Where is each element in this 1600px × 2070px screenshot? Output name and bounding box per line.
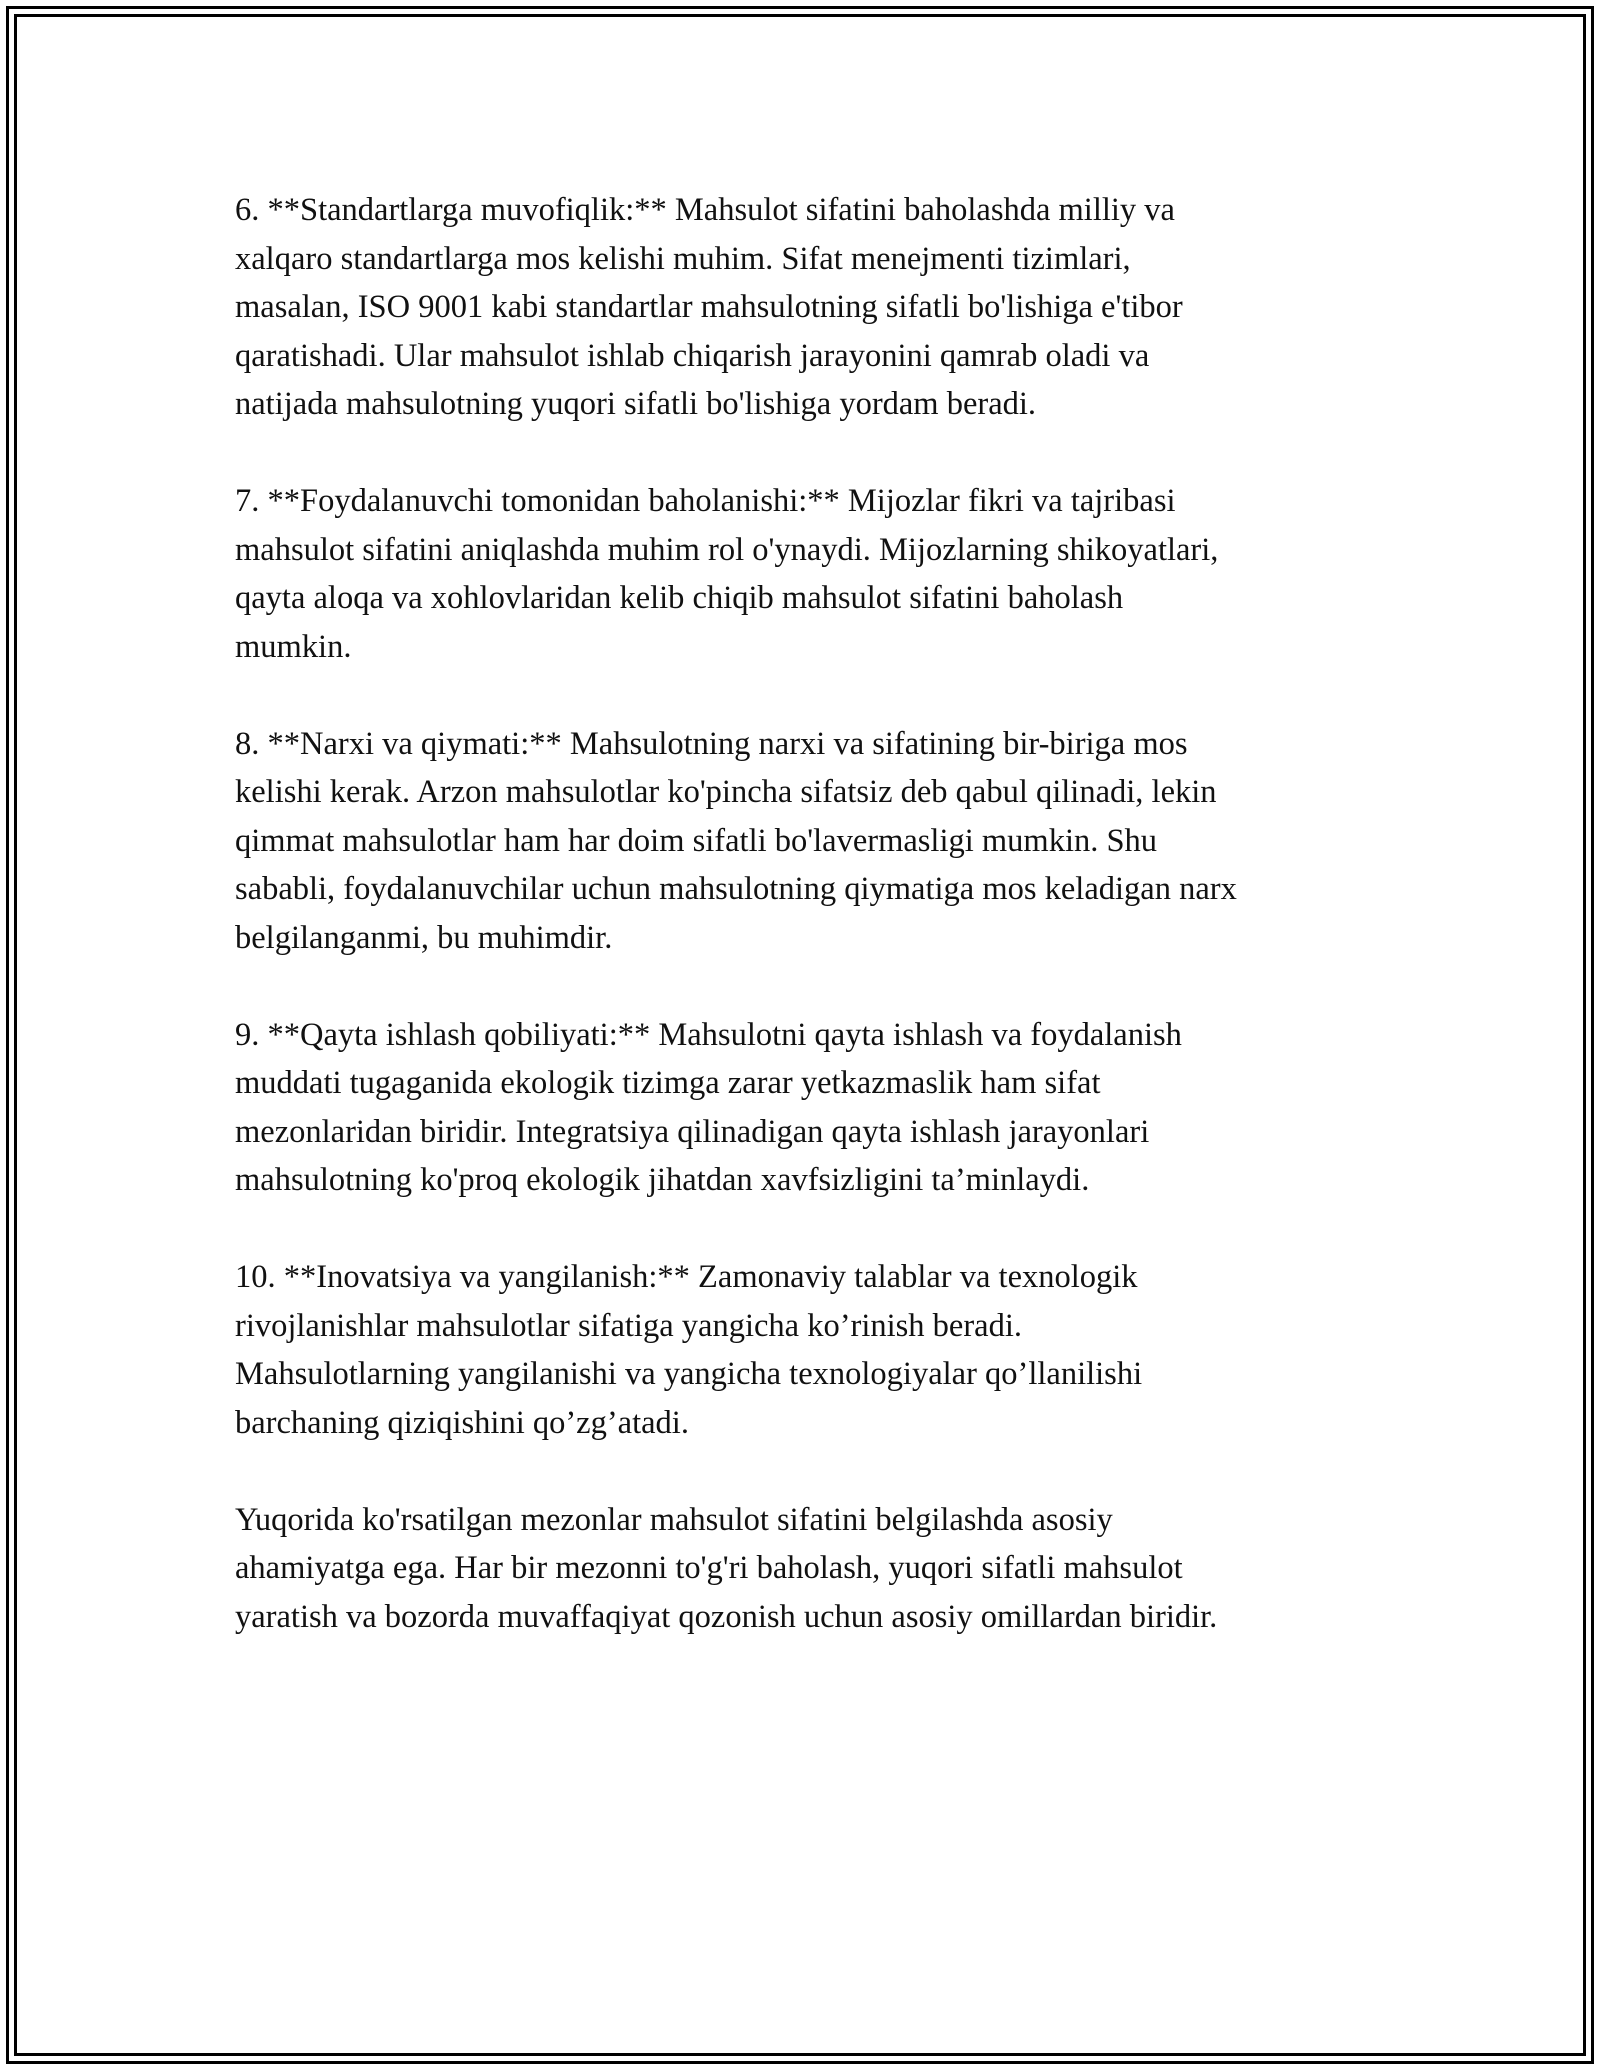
- text-line: natijada mahsulotning yuqori sifatli bo'lishiga yordam beradi.: [235, 386, 1037, 422]
- text-line: qimmat mahsulotlar ham har doim sifatli bo'lavermasligi mumkin. Shu: [235, 822, 1158, 859]
- text-line: masalan, ISO 9001 kabi standartlar mahsulotning sifatli bo'lishiga e'tibor: [235, 289, 1183, 325]
- text-line: kelishi kerak. Arzon mahsulotlar ko'pincha sifatsiz deb qabul qilinadi, lekin: [235, 774, 1217, 810]
- text-line: mahsulot sifatini aniqlashda muhim rol o'ynaydi. Mijozlarning shikoyatlari,: [235, 531, 1219, 568]
- text-line: sababli, foydalanuvchilar uchun mahsulotning qiymatiga mos keladigan narx: [235, 871, 1237, 907]
- text-line: mahsulotning ko'proq ekologik jihatdan xavfsizligini ta’minlaydi.: [235, 1162, 1090, 1198]
- text-line: 6. **Standartlarga muvofiqlik:** Mahsulot sifatini baholashda milliy va: [235, 192, 1175, 228]
- paragraph-recyclability: [235, 1011, 1395, 1205]
- text-line: belgilanganmi, bu muhimdir.: [235, 919, 613, 956]
- text-line: 7. **Foydalanuvchi tomonidan baholanishi:** Mijozlar fikri va tajribasi: [235, 483, 1176, 519]
- text-line: Yuqorida ko'rsatilgan mezonlar mahsulot sifatini belgilashda asosiy: [235, 1501, 1113, 1538]
- text-line: 9. **Qayta ishlash qobiliyati:** Mahsulotni qayta ishlash va foydalanish: [235, 1016, 1182, 1053]
- paragraph-user-evaluation: [235, 477, 1395, 671]
- text-line: ahamiyatga ega. Har bir mezonni to'g'ri baholash, yuqori sifatli mahsulot: [235, 1550, 1183, 1586]
- paragraph-price-value: [235, 720, 1395, 963]
- text-line: xalqaro standartlarga mos kelishi muhim. Sifat menejmenti tizimlari,: [235, 240, 1131, 277]
- document-body: [235, 186, 1395, 1690]
- text-line: Mahsulotlarning yangilanishi va yangicha texnologiyalar qo’llanilishi: [235, 1356, 1143, 1392]
- paragraph-innovation: [235, 1253, 1395, 1447]
- text-line: muddati tugaganida ekologik tizimga zarar yetkazmaslik ham sifat: [235, 1065, 1101, 1101]
- paragraph-conclusion: [235, 1496, 1395, 1642]
- text-line: yaratish va bozorda muvaffaqiyat qozonish uchun asosiy omillardan biridir.: [235, 1598, 1218, 1635]
- text-line: 10. **Inovatsiya va yangilanish:** Zamonaviy talablar va texnologik: [235, 1259, 1138, 1295]
- text-line: 8. **Narxi va qiymati:** Mahsulotning narxi va sifatining bir-biriga mos: [235, 725, 1188, 762]
- text-line: rivojlanishlar mahsulotlar sifatiga yangicha ko’rinish beradi.: [235, 1307, 1022, 1344]
- text-line: qayta aloqa va xohlovlaridan kelib chiqib mahsulot sifatini baholash: [235, 580, 1124, 616]
- text-line: qaratishadi. Ular mahsulot ishlab chiqarish jarayonini qamrab oladi va: [235, 337, 1150, 374]
- text-line: mumkin.: [235, 628, 352, 665]
- text-line: barchaning qiziqishini qo’zg’atadi.: [235, 1404, 689, 1441]
- paragraph-standards-compliance: [235, 186, 1395, 429]
- text-line: mezonlaridan biridir. Integratsiya qilinadigan qayta ishlash jarayonlari: [235, 1113, 1150, 1150]
